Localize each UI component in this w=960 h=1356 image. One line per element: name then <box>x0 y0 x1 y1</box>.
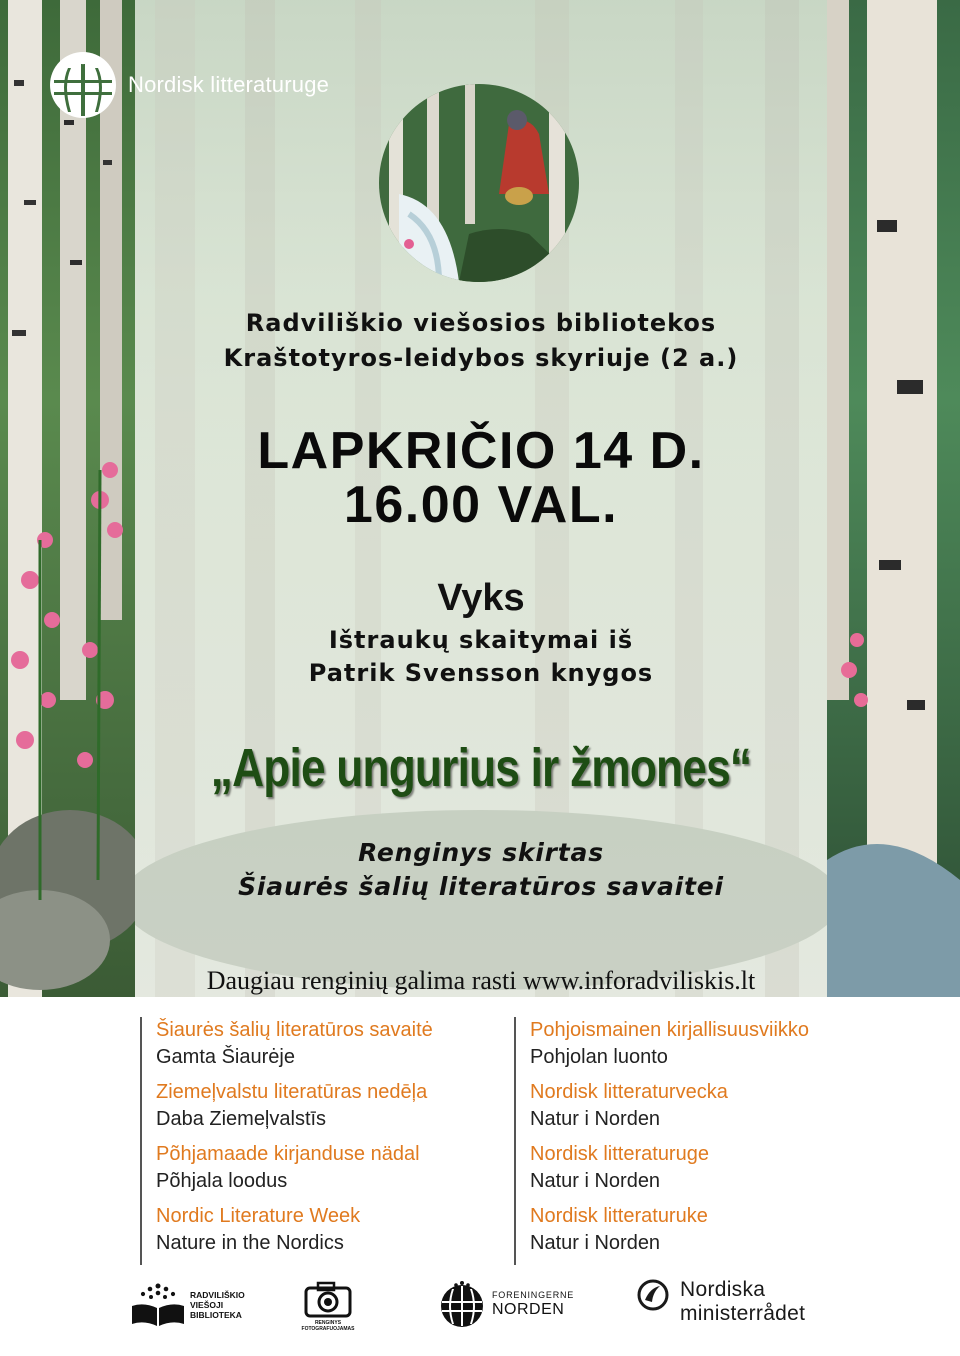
list-item <box>530 1017 809 1079</box>
list-item <box>530 1079 809 1141</box>
birch-forest-painting-right <box>827 0 960 997</box>
venue-text <box>135 306 827 376</box>
library-line-2: VIEŠOJI <box>190 1300 224 1310</box>
globe-icon <box>48 50 118 120</box>
event-occasion <box>135 836 827 904</box>
venue-line-1: Radviliškio viešosios bibliotekos <box>245 309 717 337</box>
list-item-subtitle: Gamta Šiaurėje <box>156 1046 295 1068</box>
language-list-left <box>140 1017 433 1265</box>
list-item <box>530 1141 809 1203</box>
list-item-subtitle: Natur i Norden <box>530 1108 661 1130</box>
list-item-subtitle: Natur i Norden <box>530 1232 661 1254</box>
library-line-1: RADVILIŠKIO <box>190 1290 245 1300</box>
list-item-subtitle: Natur i Norden <box>530 1170 661 1192</box>
painting-medallion <box>379 84 579 282</box>
foreningerne-norden-name <box>492 1290 574 1318</box>
event-date-time <box>135 424 827 532</box>
library-name <box>190 1290 245 1320</box>
ministerradet-name <box>680 1278 805 1326</box>
event-date: LAPKRIČIO 14 D. <box>257 422 705 480</box>
book-title: „Apie ungurius ir žmones“ <box>210 738 752 798</box>
list-item-subtitle: Daba Ziemeļvalstīs <box>156 1108 327 1130</box>
list-item-subtitle: Põhjala loodus <box>156 1170 288 1192</box>
event-desc-line-1: Ištraukų skaitymai iš <box>328 626 634 654</box>
list-item <box>156 1079 433 1141</box>
book-icon <box>130 1282 186 1328</box>
photo-notice-text: RENGINYS FOTOGRAFUOJAMAS <box>301 1320 355 1332</box>
nordisk-litteraturuge-brand <box>48 50 329 120</box>
camera-icon <box>300 1280 356 1320</box>
occasion-line-2: Šiaurės šalių literatūros savaitei <box>238 872 724 901</box>
list-item-title: Nordisk litteraturuke <box>530 1205 708 1227</box>
ministerradet-line-1: Nordiska <box>680 1278 766 1301</box>
list-item-title: Nordisk litteraturvecka <box>530 1081 728 1103</box>
venue-line-2: Kraštotyros-leidybos skyriuje (2 a.) <box>223 344 739 372</box>
foreningerne-label: FORENINGERNE <box>492 1290 575 1300</box>
globe-icon <box>438 1280 486 1328</box>
list-item <box>156 1203 433 1265</box>
event-description <box>135 624 827 690</box>
list-item <box>156 1141 433 1203</box>
list-item-title: Nordic Literature Week <box>156 1205 361 1227</box>
brand-name: Nordisk litteraturuge <box>128 72 330 97</box>
event-title: Vyks <box>437 577 525 619</box>
list-item-subtitle: Pohjolan luonto <box>530 1046 668 1068</box>
list-item-title: Põhjamaade kirjanduse nädal <box>156 1143 420 1165</box>
occasion-line-1: Renginys skirtas <box>358 838 604 867</box>
list-item-title: Šiaurės šalių literatūros savaitė <box>156 1019 433 1041</box>
event-desc-line-2: Patrik Svensson knygos <box>308 659 654 687</box>
list-item-subtitle: Nature in the Nordics <box>156 1232 344 1254</box>
list-item <box>530 1203 809 1265</box>
list-item-title: Pohjoismainen kirjallisuusviikko <box>530 1019 810 1041</box>
nordiska-ministerradet-logo <box>636 1278 805 1326</box>
list-item <box>156 1017 433 1079</box>
list-item-title: Ziemeļvalstu literatūras nedēļa <box>156 1081 428 1103</box>
event-time: 16.00 VAL. <box>343 476 619 534</box>
list-item-title: Nordisk litteraturuge <box>530 1143 709 1165</box>
photo-notice-logo <box>300 1280 356 1332</box>
swan-icon <box>636 1278 670 1312</box>
language-list-right <box>514 1017 809 1265</box>
radviliskio-library-logo <box>130 1282 245 1328</box>
library-line-3: BIBLIOTEKA <box>190 1310 242 1320</box>
norden-label: NORDEN <box>492 1301 565 1318</box>
ministerradet-line-2: ministerrådet <box>680 1302 806 1325</box>
birch-forest-painting-left <box>0 0 135 997</box>
foreningerne-norden-logo <box>438 1280 574 1328</box>
more-info-link-text: Daugiau renginių galima rasti www.inforadviliskis.lt <box>206 966 756 995</box>
